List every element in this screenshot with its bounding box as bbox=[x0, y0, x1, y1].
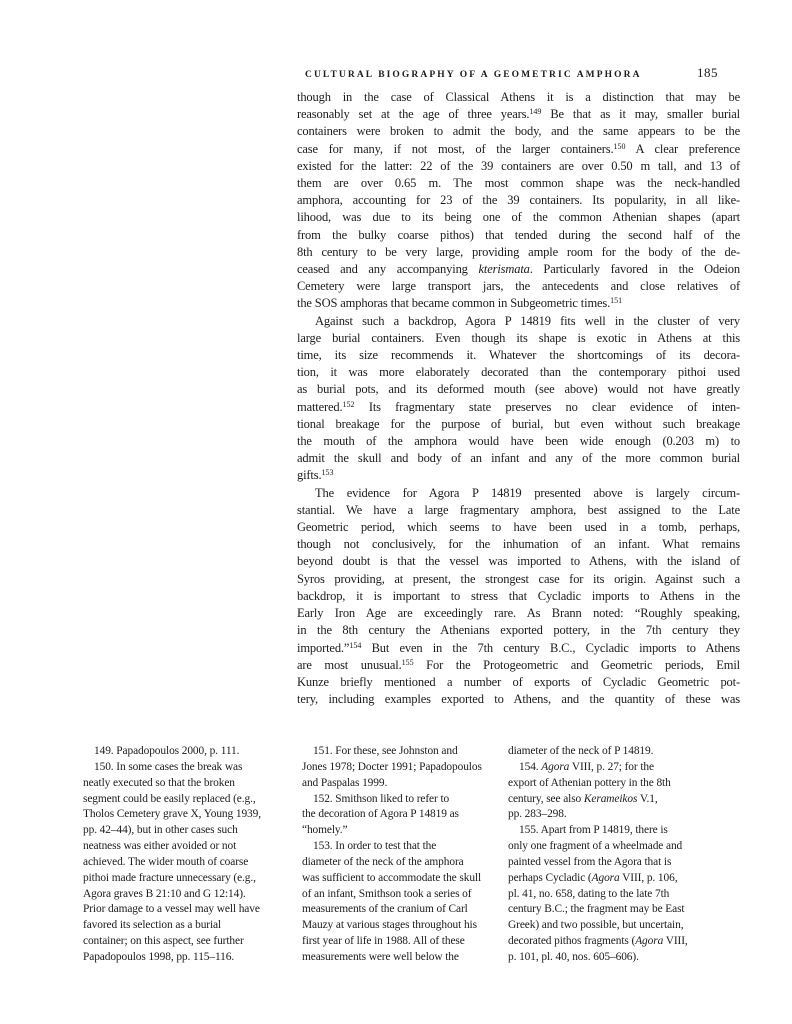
footnote-line: pp. 42–44), but in other cases such bbox=[83, 824, 238, 837]
footnote-line: 150. In some cases the break was bbox=[94, 760, 243, 773]
footnote-line: container; on this aspect, see further bbox=[83, 935, 244, 948]
footnote-line: Agora graves B 21:10 and G 12:14). bbox=[83, 887, 246, 900]
body-text-line: tional breakage for the purpose of burial, but even without such breakage bbox=[297, 416, 740, 431]
footnote-line: of an infant, Smithson took a series of bbox=[302, 887, 472, 900]
footnote-line: perhaps Cycladic (Agora VIII, p. 106, bbox=[508, 871, 678, 884]
body-text-line: in the 8th century the Athenians exported pottery, in the 7th century they bbox=[297, 623, 740, 638]
footnote-line: achieved. The wider mouth of coarse bbox=[83, 855, 249, 868]
body-text-line: containers were broken to admit the body, and the same appears to be the bbox=[297, 124, 740, 139]
footnote-line: neatness was either avoided or not bbox=[83, 840, 237, 853]
footnote-line: measurements of the cranium of Carl bbox=[302, 903, 468, 916]
footnote-line: 154. Agora VIII, p. 27; for the bbox=[519, 760, 654, 773]
body-text-line: the SOS amphoras that became common in Subgeometric times.$^{151}$ bbox=[297, 296, 623, 311]
body-text-line: Against such a backdrop, Agora P 14819 fits well in the cluster of very bbox=[315, 313, 740, 328]
body-text-line: gifts.$^{153}$ bbox=[297, 468, 334, 483]
footnote-line: diameter of the neck of P 14819. bbox=[508, 745, 654, 757]
footnote-line: painted vessel from the Agora that is bbox=[508, 855, 672, 868]
page-number: 185 bbox=[697, 65, 718, 80]
body-text-line: existed for the latter: 22 of the 39 containers are over 0.50 m tall, and 13 of bbox=[297, 158, 740, 173]
footnote-line: 151. For these, see Johnston and bbox=[313, 745, 458, 757]
footnote-line: was sufficient to accommodate the skull bbox=[302, 871, 482, 884]
body-text-line: backdrop, it is important to stress that Cycladic imports to Athens in the bbox=[297, 588, 740, 603]
footnote-line: diameter of the neck of the amphora bbox=[302, 855, 464, 868]
main-text-block bbox=[297, 89, 740, 708]
footnote-line: only one fragment of a wheelmade and bbox=[508, 840, 683, 853]
body-text-line: tery, including examples exported to Athens, and the quantity of these was bbox=[297, 692, 740, 707]
body-text-line: 8th century to be very large, providing ample room for the body of the de- bbox=[297, 244, 740, 259]
footnote-line: Mauzy at various stages throughout his bbox=[302, 919, 477, 932]
body-text-line: the mouth of the amphora would have been wide enough (0.203 m) to bbox=[297, 434, 740, 449]
footnote-line: pl. 41, no. 658, dating to the late 7th bbox=[508, 887, 670, 900]
footnote-line: century B.C.; the fragment may be East bbox=[508, 903, 685, 916]
body-text-line: tion, it was more elaborately decorated than the contemporary pithoi used bbox=[297, 365, 740, 380]
running-head-title: CULTURAL BIOGRAPHY OF A GEOMETRIC AMPHORA bbox=[305, 70, 642, 80]
footnote-line: 152. Smithson liked to refer to bbox=[313, 792, 450, 805]
footnote-line: Papadopoulos 1998, pp. 115–116. bbox=[83, 950, 235, 963]
body-text-line: The evidence for Agora P 14819 presented above is largely circum- bbox=[315, 485, 740, 500]
footnote-line: export of Athenian pottery in the 8th bbox=[508, 776, 671, 789]
footnote-line: 153. In order to test that the bbox=[313, 840, 437, 853]
footnote-line: segment could be easily replaced (e.g., bbox=[83, 792, 256, 805]
footnote-line: pithoi made fracture unnecessary (e.g., bbox=[83, 871, 256, 884]
footnote-line: favored its selection as a burial bbox=[83, 919, 222, 932]
footnote-line: Jones 1978; Docter 1991; Papadopoulos bbox=[302, 760, 482, 773]
body-text-line: stantial. We have a large fragmentary amphora, best assigned to the Late bbox=[297, 502, 740, 517]
footnote-line: the decoration of Agora P 14819 as bbox=[302, 808, 459, 821]
footnote-line: measurements were well below the bbox=[302, 950, 459, 963]
body-text-line: them are over 0.65 m. The most common shape was the neck-handled bbox=[297, 176, 740, 191]
footnote-line: neatly executed so that the broken bbox=[83, 776, 235, 789]
body-text-line: are most unusual.$^{155}$ For the Protogeometric and Geometric periods, Emil bbox=[297, 657, 740, 672]
body-text-line: reasonably set at the age of three years.$^{149}$ Be that as it may, smaller burial bbox=[297, 107, 740, 122]
body-text-line: amphora, accounting for 23 of the 39 containers. Its popularity, in all like- bbox=[297, 193, 740, 208]
body-text-line: Geometric period, which seems to have been used in a tomb, perhaps, bbox=[297, 520, 740, 535]
body-text-line: mattered.$^{152}$ Its fragmentary state preserves no clear evidence of inten- bbox=[297, 399, 740, 414]
footnote-line: Prior damage to a vessel may well have bbox=[83, 903, 260, 916]
footnote-column-2 bbox=[302, 744, 499, 966]
body-text-line: though in the case of Classical Athens it is a distinction that may be bbox=[297, 90, 740, 104]
body-text-line: Syros providing, at present, the strongest case for its origin. Against such a bbox=[297, 571, 740, 586]
footnote-line: 155. Apart from P 14819, there is bbox=[519, 824, 668, 837]
footnote-line: century, see also Kerameikos V.1, bbox=[508, 792, 658, 805]
body-text-line: beyond doubt is that the vessel was imported to Athens, with the island of bbox=[297, 554, 740, 569]
footnote-line: first year of life in 1988. All of these bbox=[302, 935, 465, 948]
body-text-line: ceased and any accompanying kterismata. Particularly favored in the Odeion bbox=[297, 262, 740, 277]
footnote-line: p. 101, pl. 40, nos. 605–606). bbox=[508, 950, 639, 963]
body-text-line: case for many, if not most, of the larger containers.$^{150}$ A clear preference bbox=[297, 141, 740, 156]
running-head bbox=[297, 65, 740, 81]
footnote-line: and Paspalas 1999. bbox=[302, 776, 388, 789]
footnote-line: Tholos Cemetery grave X, Young 1939, bbox=[83, 808, 261, 821]
body-text-line: Early Iron Age are exceedingly rare. As Brann noted: “Roughly speaking, bbox=[297, 606, 740, 621]
body-text-line: Kunze briefly mentioned a number of exports of Cycladic Geometric pot- bbox=[297, 674, 740, 689]
body-text-line: imported.”$^{154}$ But even in the 7th century B.C., Cycladic imports to Athens bbox=[297, 640, 740, 655]
body-text-line: Cemetery were large transport jars, the antecedents and close relatives of bbox=[297, 279, 740, 294]
footnote-line: pp. 283–298. bbox=[508, 808, 567, 821]
body-text-line: as burial pots, and its deformed mouth (see above) would not have greatly bbox=[297, 382, 740, 397]
body-text-line: from the bulky coarse pithos) that tended during the second half of the bbox=[297, 227, 740, 242]
footnote-line: Greek) and two possible, but uncertain, bbox=[508, 919, 684, 932]
footnote-line: “homely.” bbox=[302, 824, 348, 837]
footnote-line: decorated pithos fragments (Agora VIII, bbox=[508, 935, 688, 948]
footnote-column-3 bbox=[508, 744, 713, 966]
body-text-line: admit the skull and body of an infant and any of the more common burial bbox=[297, 451, 740, 466]
body-text-line: large burial containers. Even though its shape is exotic in Athens at this bbox=[297, 330, 740, 345]
body-text-line: lihood, was due to its being one of the common Athenian shapes (apart bbox=[297, 210, 740, 225]
footnote-column-1 bbox=[83, 744, 301, 966]
body-text-line: time, its size recommends it. Whatever the shortcomings of its decora- bbox=[297, 348, 740, 363]
body-text-line: though not conclusively, for the inhumation of an infant. What remains bbox=[297, 537, 740, 552]
footnote-line: 149. Papadopoulos 2000, p. 111. bbox=[94, 745, 240, 757]
